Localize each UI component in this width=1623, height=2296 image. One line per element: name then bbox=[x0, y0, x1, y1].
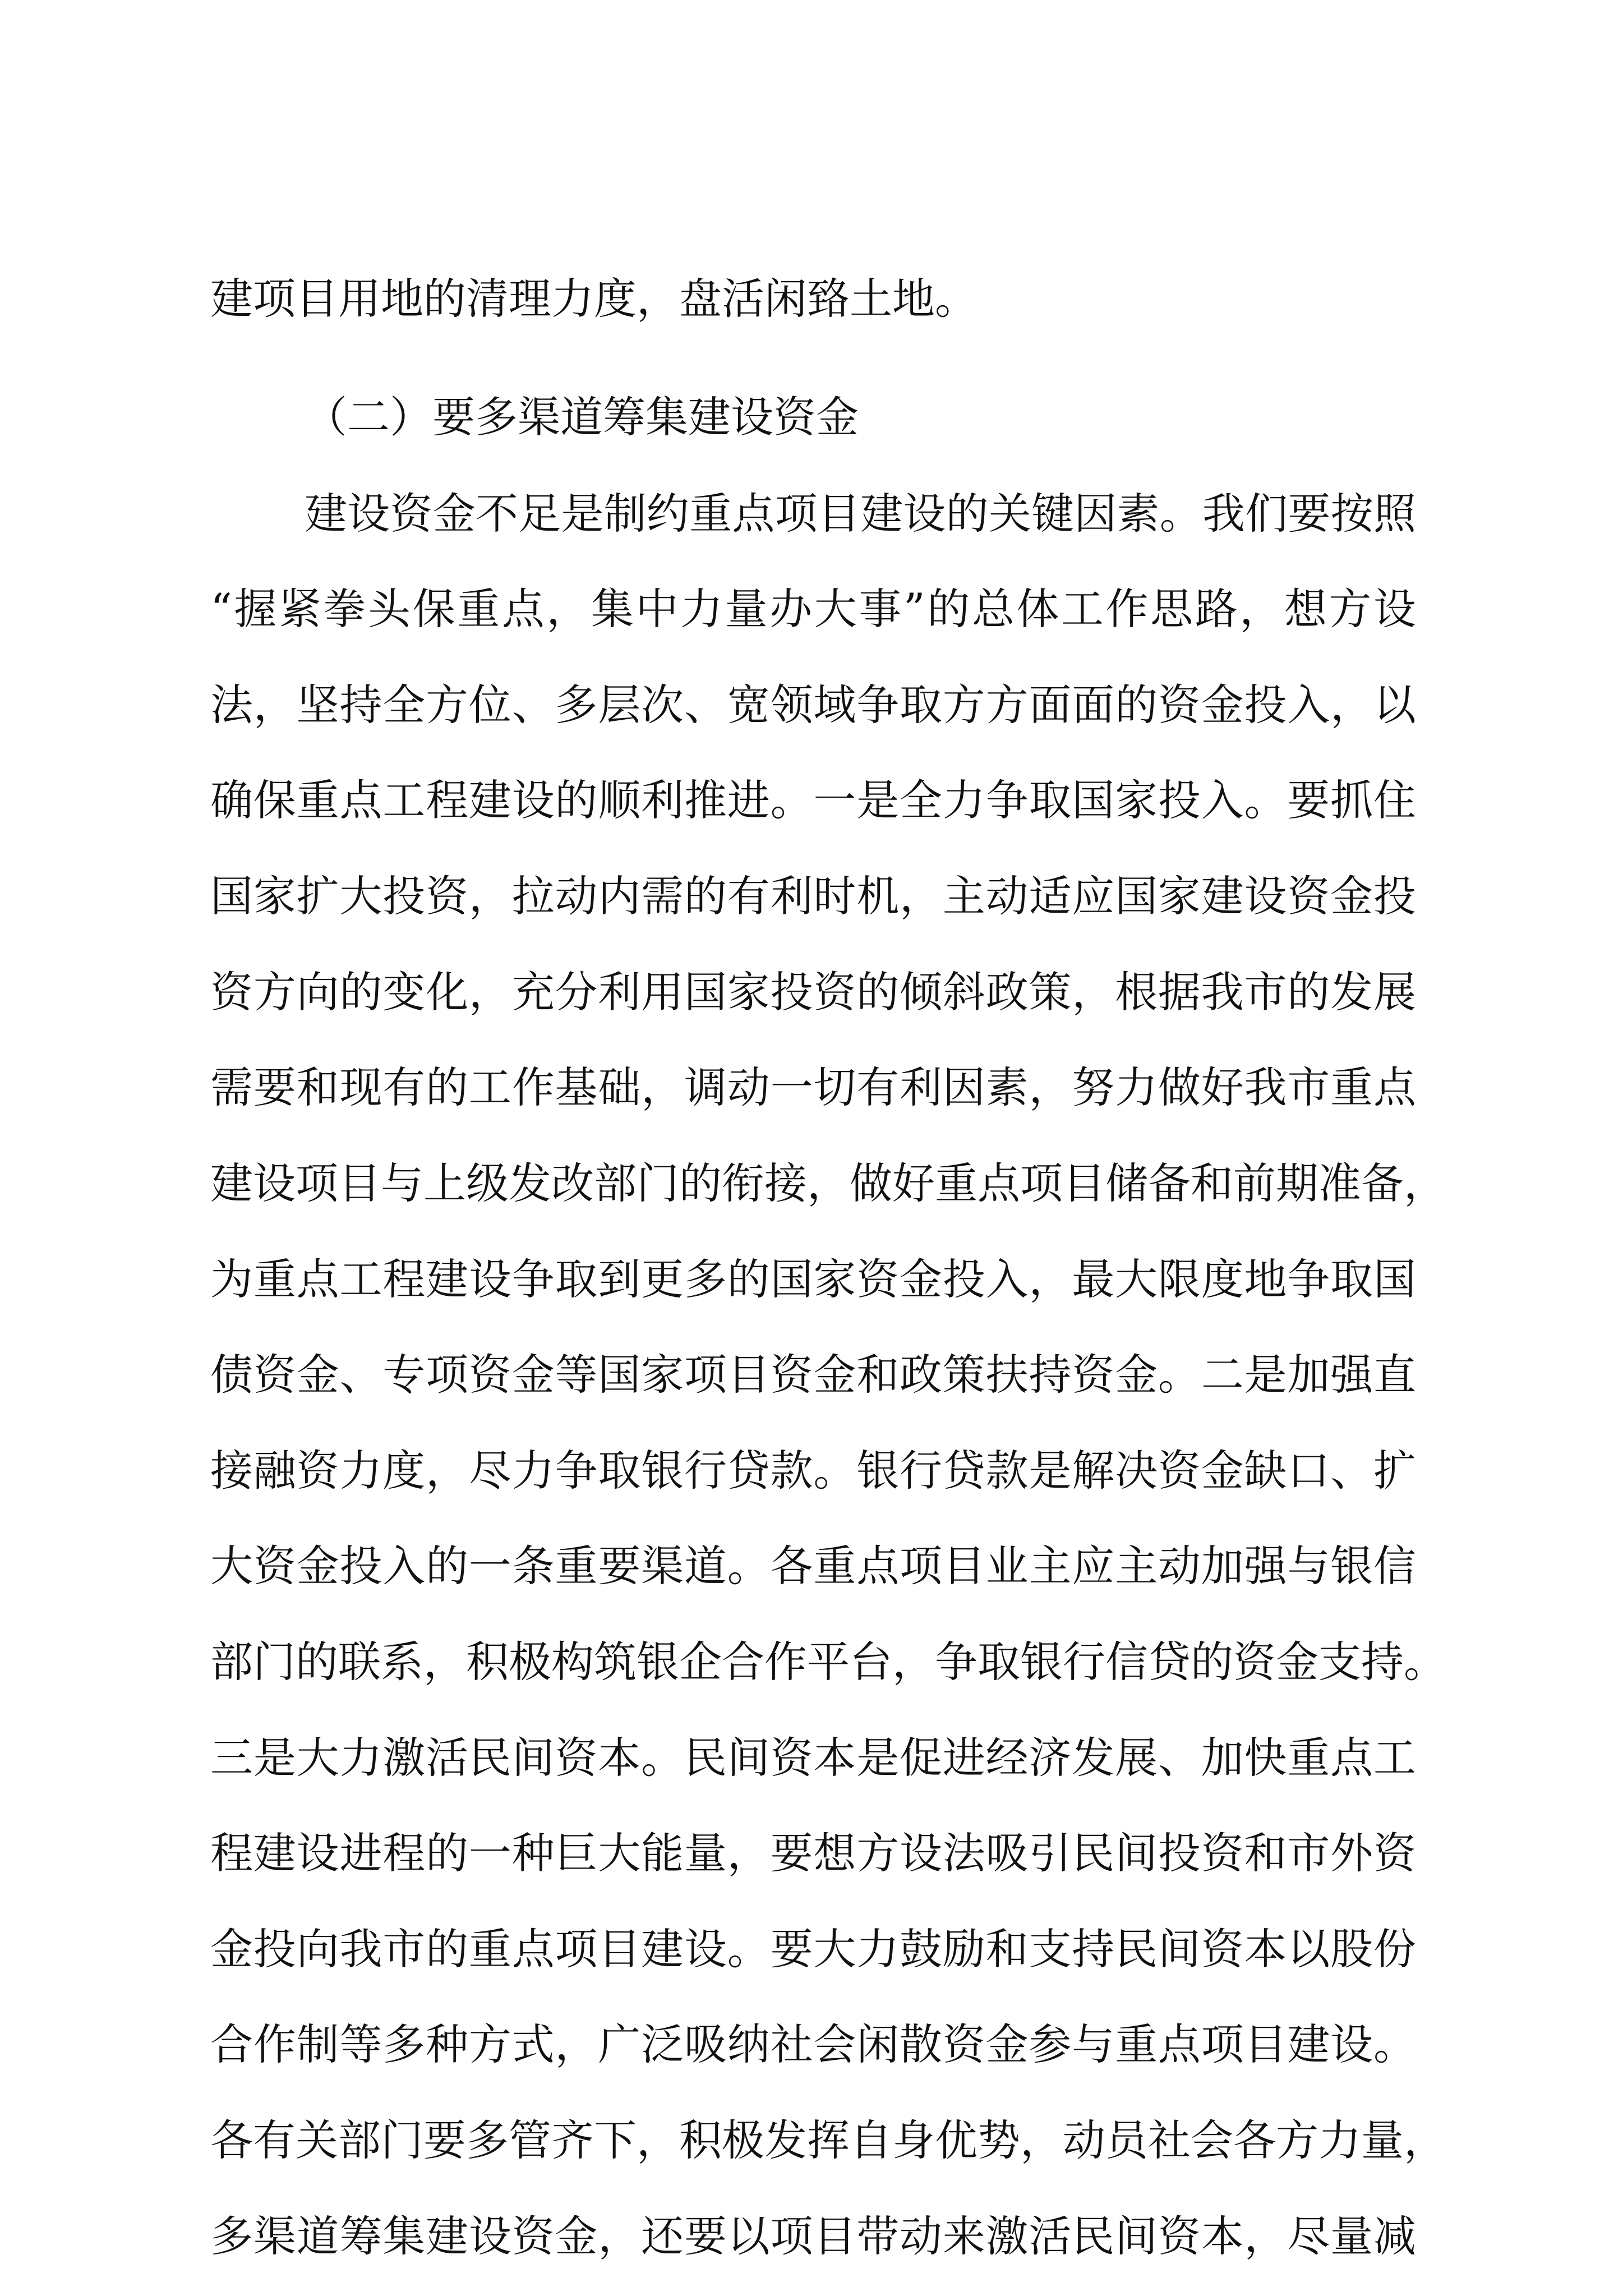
text-line-4: “握紧拳头保重点，集中力量办大事”的总体工作思路，想方设 bbox=[210, 584, 1416, 634]
text-line-14: 大资金投入的一条重要渠道。各重点项目业主应主动加强与银信 bbox=[210, 1541, 1416, 1591]
text-line-10: 建设项目与上级发改部门的衔接，做好重点项目储备和前期准备， bbox=[210, 1158, 1446, 1208]
text-line-21: 多渠道筹集建设资金，还要以项目带动来激活民间资本，尽量减 bbox=[210, 2211, 1416, 2261]
text-line-12: 债资金、专项资金等国家项目资金和政策扶持资金。二是加强直 bbox=[210, 1350, 1416, 1400]
text-line-16: 三是大力激活民间资本。民间资本是促进经济发展、加快重点工 bbox=[210, 1733, 1416, 1783]
text-line-15: 部门的联系，积极构筑银企合作平台，争取银行信贷的资金支持。 bbox=[210, 1637, 1446, 1687]
text-line-13: 接融资力度，尽力争取银行贷款。银行贷款是解决资金缺口、扩 bbox=[210, 1446, 1416, 1496]
text-line-5: 法，坚持全方位、多层次、宽领域争取方方面面的资金投入，以 bbox=[210, 680, 1416, 730]
text-line-11: 为重点工程建设争取到更多的国家资金投入，最大限度地争取国 bbox=[210, 1254, 1416, 1304]
text-line-1: 建项目用地的清理力度，盘活闲臵土地。 bbox=[210, 274, 978, 324]
text-line-9: 需要和现有的工作基础，调动一切有利因素，努力做好我市重点 bbox=[210, 1062, 1416, 1112]
section-heading: （二）要多渠道筹集建设资金 bbox=[305, 392, 859, 442]
text-line-17: 程建设进程的一种巨大能量，要想方设法吸引民间投资和市外资 bbox=[210, 1828, 1416, 1878]
text-line-7: 国家扩大投资，拉动内需的有利时机，主动适应国家建设资金投 bbox=[210, 871, 1416, 921]
text-line-20: 各有关部门要多管齐下，积极发挥自身优势，动员社会各方力量， bbox=[210, 2115, 1446, 2165]
text-line-6: 确保重点工程建设的顺利推进。一是全力争取国家投入。要抓住 bbox=[210, 775, 1416, 825]
text-line-19: 合作制等多种方式，广泛吸纳社会闲散资金参与重点项目建设。 bbox=[210, 2019, 1416, 2069]
text-line-18: 金投向我市的重点项目建设。要大力鼓励和支持民间资本以股份 bbox=[210, 1924, 1416, 1974]
text-line-8: 资方向的变化，充分利用国家投资的倾斜政策，根据我市的发展 bbox=[210, 967, 1416, 1017]
text-line-3: 建设资金不足是制约重点项目建设的关键因素。我们要按照 bbox=[305, 489, 1416, 539]
